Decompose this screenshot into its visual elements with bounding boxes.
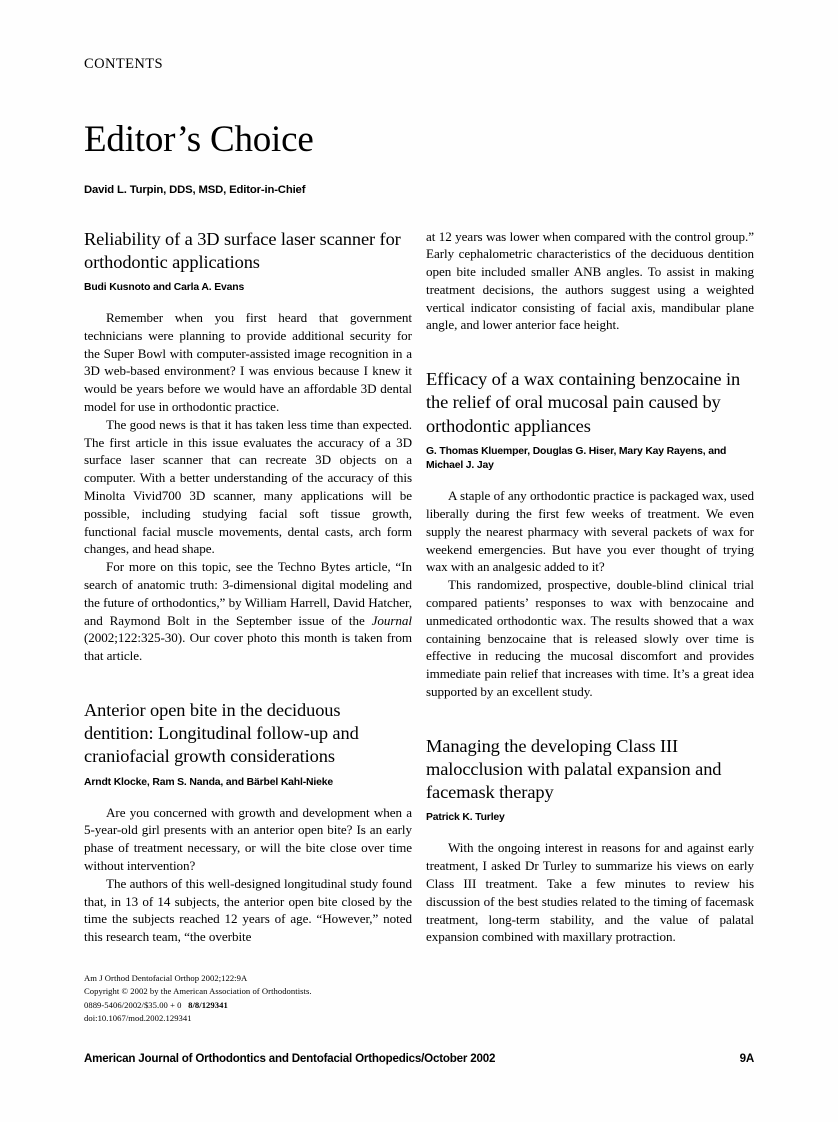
- footnote-block: [84, 972, 412, 1025]
- footnote-code: 8/8/129341: [188, 999, 228, 1010]
- page-content: [84, 0, 754, 1025]
- journal-italic: Journal: [371, 612, 412, 628]
- page-footer: [84, 1052, 754, 1065]
- article-paragraph-continuation: at 12 years was lower when compared with the control group.” Early cephalometric characteristics of the deciduous dentition open bite included smaller ANB angles. To assist in making treatment decisions, the authors suggest using a weighted vertical indicator consisting of facial axis, mandibular plane angle, and lower anterior face height.: [426, 228, 754, 333]
- footnote-copyright: Copyright © 2002 by the American Association of Orthodontists.: [84, 986, 312, 997]
- two-column-body: [84, 228, 754, 1026]
- article-paragraph: Are you concerned with growth and development when a 5-year-old girl presents with an anterior open bite? Is an early phase of treatment necessary, or will the bite close over time without intervention?: [84, 804, 412, 874]
- article-authors: Patrick K. Turley: [426, 812, 505, 824]
- article-title: Managing the developing Class III malocclusion with palatal expansion and facemask therapy: [426, 735, 722, 803]
- editor-byline: David L. Turpin, DDS, MSD, Editor-in-Chief: [84, 183, 306, 196]
- article-paragraph: The authors of this well-designed longitudinal study found that, in 13 of 14 subjects, the anterior open bite closed by the time the subjects reached 12 years of age. “However,” noted this research team, “the overbite: [84, 875, 412, 945]
- article-laser-scanner: [84, 228, 412, 665]
- article-paragraph: Remember when you first heard that government technicians were planning to provide additional security for the Super Bowl with computer-assisted image recognition in a 3D web-based environment? I was envious because I knew it would be years before we would have an affordable 3D dental model for use in orthodontic practice.: [84, 310, 412, 414]
- article-paragraph: The good news is that it has taken less time than expected. The first article in this issue evaluates the accuracy of a 3D surface laser scanner that can recreate 3D objects on a computer. With a better understanding of the accuracy of this Minolta Vivid700 3D scanner, many applications will be possible, including studying facial soft tissue growth, functional facial muscle movements, dental casts, arch form changes, and head shape.: [84, 416, 412, 557]
- article-paragraph: This randomized, prospective, double-blind clinical trial compared patients’ responses to wax with benzocaine and unmedicated orthodontic wax. The results showed that a wax containing benzocaine that is released slowly over time is effective in reducing the mucosal discomfort and provides immediate pain relief that increases with time. It’s a great idea supported by an excellent study.: [426, 577, 754, 699]
- right-column: [426, 228, 754, 1026]
- paragraph-lead: For more on this topic, see the Techno Bytes article, “In search of anatomic truth: 3-dimensional digital modeling and the future of orthodontics,” by William Harrell, David Hatcher, and Raymond Bolt in the September issue of the: [84, 559, 412, 628]
- article-anterior-open-bite: [84, 699, 412, 946]
- article-paragraph: With the ongoing interest in reasons for and against early treatment, I asked Dr Turley to summarize his views on early Class III treatment. Take a few minutes to review his discussion of the best studies related to the timing of facemask treatment, long-term stability, and the value of palatal expansion combined with maxillary protraction.: [426, 840, 754, 945]
- article-paragraph: A staple of any orthodontic practice is packaged wax, used liberally during the first few weeks of treatment. We even supply the nearest pharmacy with several packets of wax for weekend emergencies. But have you ever thought of trying wax with an analgesic added to it?: [426, 488, 754, 575]
- article-paragraph-with-italic: [84, 558, 412, 665]
- article-authors: Budi Kusnoto and Carla A. Evans: [84, 281, 245, 293]
- article-authors: Arndt Klocke, Ram S. Nanda, and Bärbel Kahl-Nieke: [84, 776, 334, 788]
- article-title: Efficacy of a wax containing benzocaine in the relief of oral mucosal pain caused by orthodontic appliances: [426, 369, 741, 436]
- page-title: Editor’s Choice: [84, 118, 314, 160]
- article-title: Reliability of a 3D surface laser scanner for orthodontic applications: [84, 228, 401, 272]
- article-benzocaine-wax: [426, 368, 754, 700]
- footnote-citation: Am J Orthod Dentofacial Orthop 2002;122:9A: [84, 973, 248, 984]
- paragraph-tail: (2002;122:325-30). Our cover photo this month is taken from that article.: [84, 630, 412, 664]
- footnote-doi: doi:10.1067/mod.2002.129341: [84, 1012, 192, 1023]
- article-authors: G. Thomas Kluemper, Douglas G. Hiser, Mary Kay Rayens, and Michael J. Jay: [426, 445, 727, 471]
- left-column: [84, 228, 412, 1026]
- article-class-iii: [426, 735, 754, 946]
- footer-page-number: 9A: [739, 1052, 754, 1065]
- footnote-issn: 0889-5406/2002/$35.00 + 0: [84, 999, 182, 1010]
- article-title: Anterior open bite in the deciduous dentition: Longitudinal follow-up and craniofacial growth considerations: [84, 699, 359, 767]
- footnote-issn-line: [84, 999, 412, 1012]
- contents-label: CONTENTS: [84, 56, 163, 72]
- footer-journal-line: American Journal of Orthodontics and Dentofacial Orthopedics/October 2002: [84, 1052, 496, 1065]
